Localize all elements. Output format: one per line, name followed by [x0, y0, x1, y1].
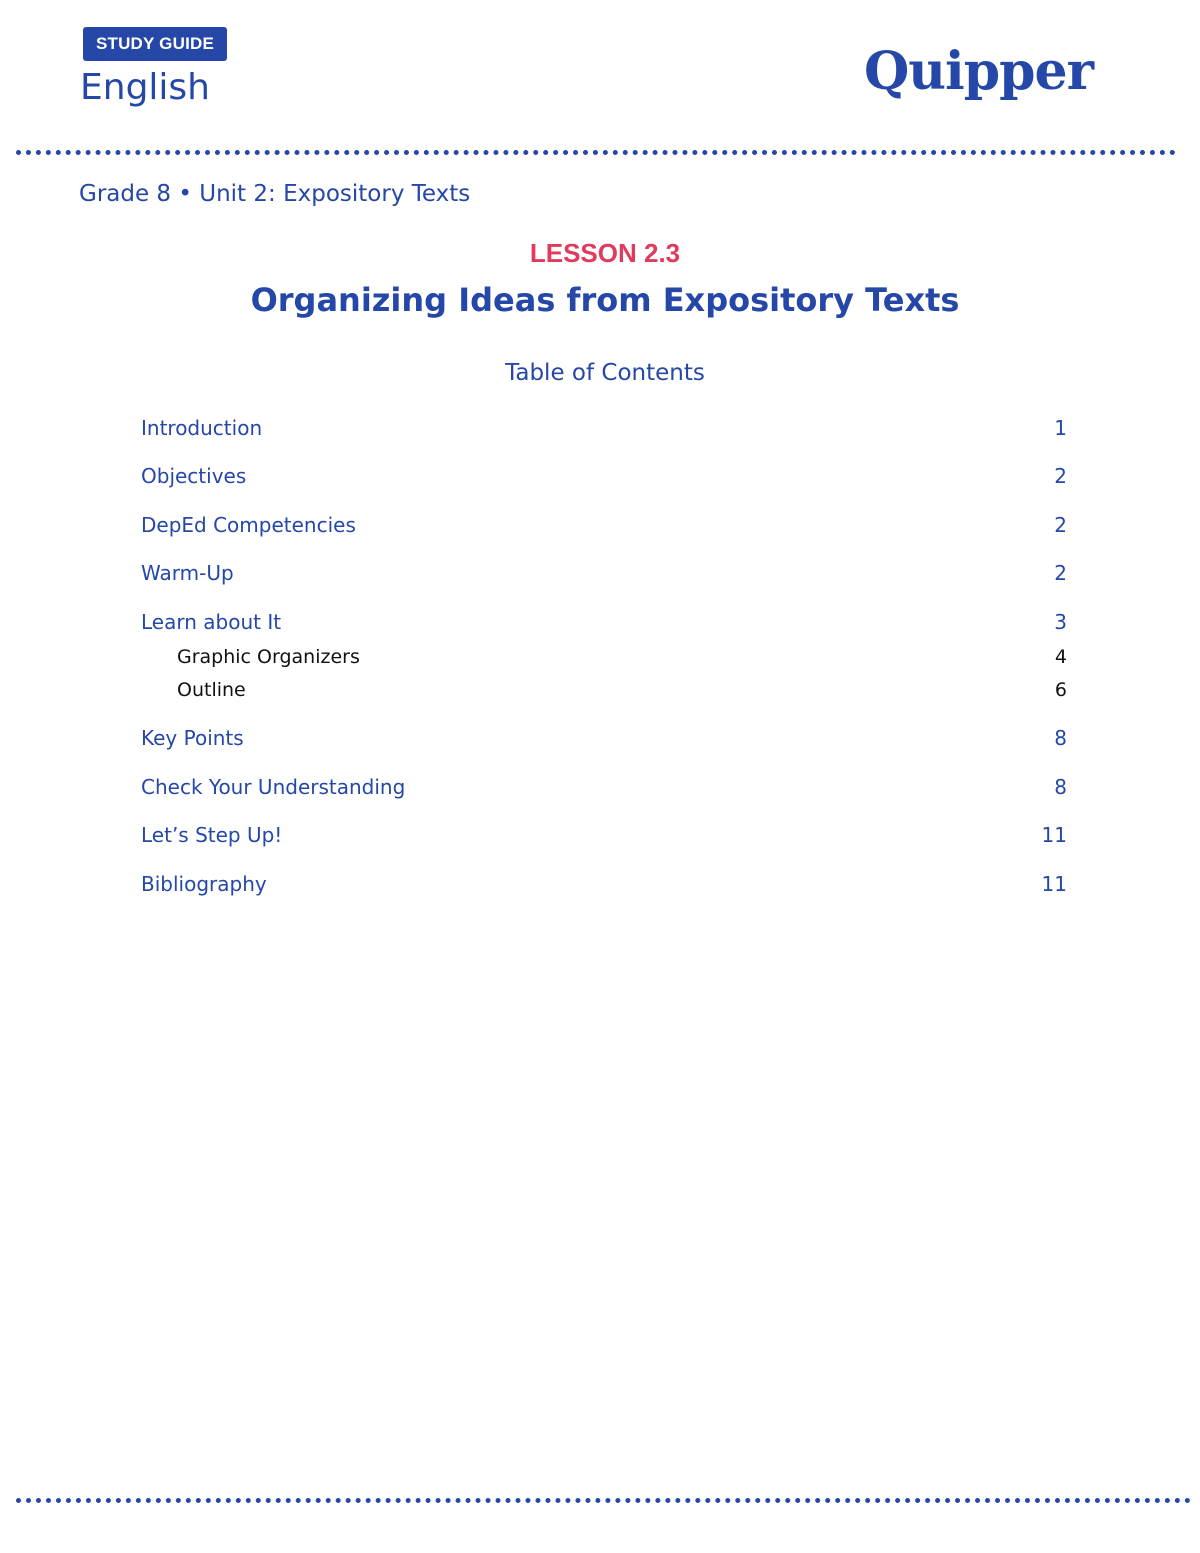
- toc-subentry-outline[interactable]: [177, 676, 1067, 704]
- toc-entry-page: 3: [1054, 610, 1067, 634]
- toc-entry-page: 6: [1054, 679, 1067, 701]
- toc-entry-label: Outline: [177, 679, 246, 701]
- toc-entry-page: 8: [1054, 726, 1067, 750]
- bottom-divider: [16, 1498, 1191, 1503]
- toc-entry-label: DepEd Competencies: [141, 513, 356, 537]
- toc-entry-page: 2: [1054, 513, 1067, 537]
- toc-entry-label: Learn about It: [141, 610, 282, 634]
- toc-entry-key-points[interactable]: [141, 724, 1067, 752]
- toc-entry-label: Check Your Understanding: [141, 775, 406, 799]
- toc-entry-label: Graphic Organizers: [177, 646, 360, 668]
- toc-entry-learn-about-it[interactable]: [141, 608, 1067, 636]
- toc-entry-page: 8: [1054, 775, 1067, 799]
- toc-entry-deped-competencies[interactable]: [141, 511, 1067, 539]
- toc-entry-label: Let’s Step Up!: [141, 823, 283, 847]
- toc-entry-objectives[interactable]: [141, 462, 1067, 490]
- quipper-logo: Quipper: [863, 41, 1093, 102]
- toc-entry-page: 1: [1054, 416, 1067, 440]
- toc-entry-lets-step-up[interactable]: [141, 821, 1067, 849]
- toc-entry-page: 11: [1041, 823, 1067, 847]
- toc-entry-label: Objectives: [141, 464, 247, 488]
- toc-entry-bibliography[interactable]: [141, 870, 1067, 898]
- toc-entry-label: Key Points: [141, 726, 244, 750]
- toc-entry-check-your-understanding[interactable]: [141, 773, 1067, 801]
- subject-title: English: [80, 67, 210, 108]
- toc-entry-label: Introduction: [141, 416, 263, 440]
- toc-entry-page: 2: [1054, 561, 1067, 585]
- top-divider: [16, 150, 1176, 155]
- toc-subentry-graphic-organizers[interactable]: [177, 643, 1067, 671]
- toc-heading: Table of Contents: [505, 360, 705, 386]
- study-guide-badge: STUDY GUIDE: [83, 27, 227, 61]
- unit-breadcrumb: Grade 8 • Unit 2: Expository Texts: [79, 181, 471, 207]
- toc-entry-introduction[interactable]: [141, 414, 1067, 442]
- lesson-title: Organizing Ideas from Expository Texts: [250, 281, 960, 319]
- toc-entry-page: 11: [1041, 872, 1067, 896]
- toc-entry-label: Warm-Up: [141, 561, 234, 585]
- toc-entry-label: Bibliography: [141, 872, 267, 896]
- toc-entry-page: 2: [1054, 464, 1067, 488]
- toc-entry-page: 4: [1054, 646, 1067, 668]
- lesson-number: LESSON 2.3: [529, 238, 681, 268]
- toc-entry-warm-up[interactable]: [141, 559, 1067, 587]
